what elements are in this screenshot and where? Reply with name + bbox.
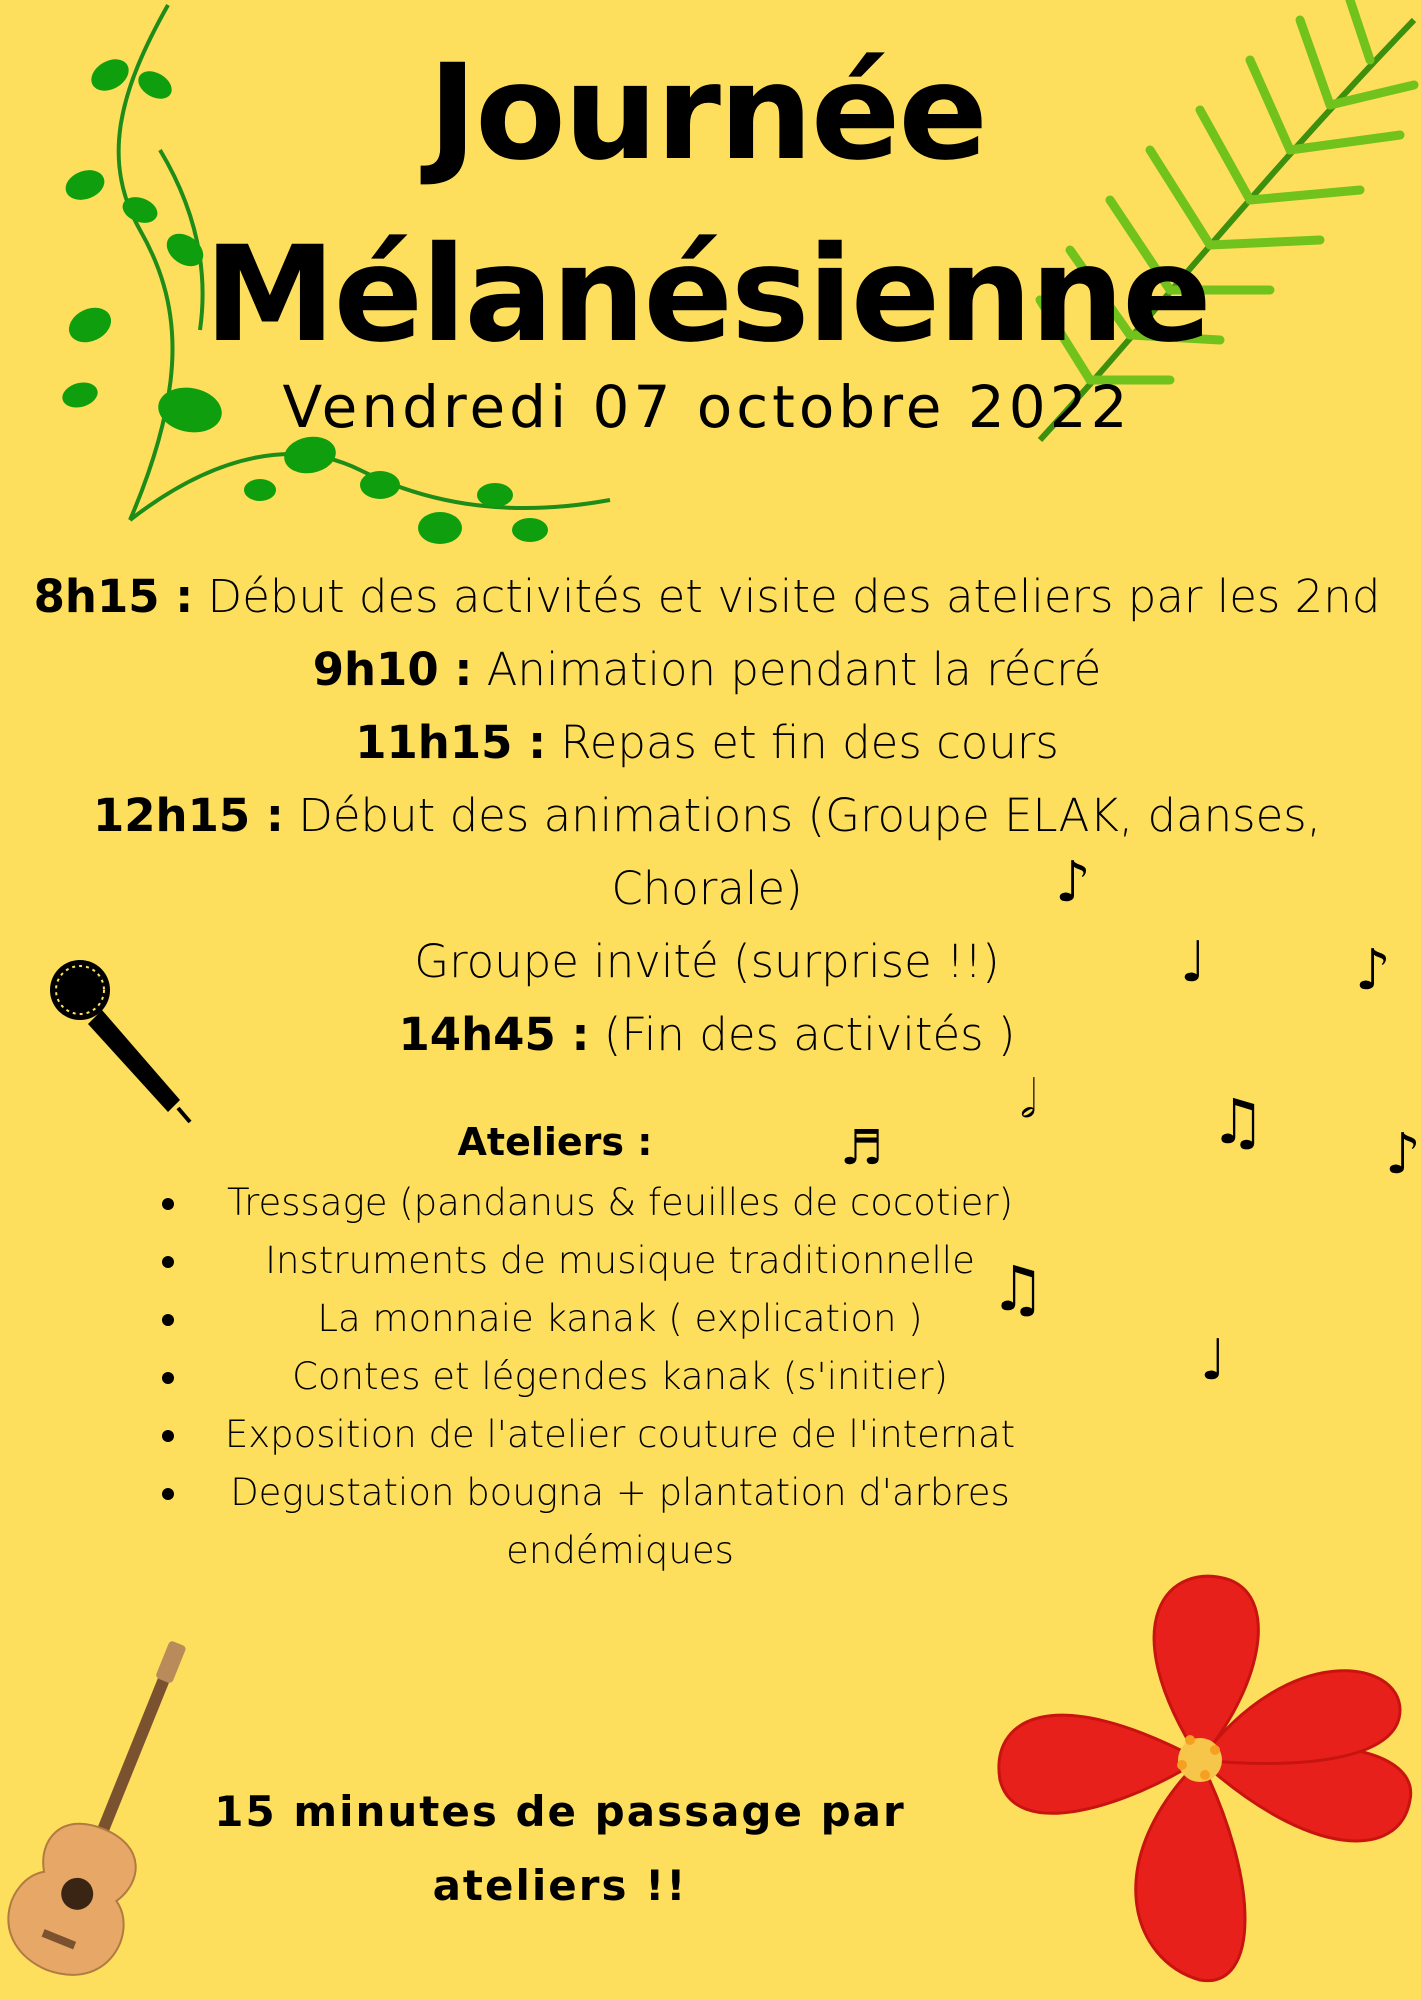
microphone-icon xyxy=(40,950,200,1130)
footer-note: 15 minutes de passage par ateliers !! xyxy=(214,1787,906,1910)
schedule-time: 12h15 : xyxy=(92,789,284,842)
page-title-line1: Journée xyxy=(428,36,986,190)
workshops-list xyxy=(140,1174,1040,1580)
schedule-item xyxy=(0,713,1414,773)
schedule-item xyxy=(0,567,1414,627)
schedule-text: Repas et fin des cours xyxy=(546,716,1059,769)
page-title-line2: Mélanésienne xyxy=(204,218,1210,372)
hibiscus-flower-icon xyxy=(930,1560,1414,2000)
music-notes-icon: ♪ ♩ ♪ 𝅗𝅥 ♫ ♬ ♪ ♫ ♩ xyxy=(840,850,1421,1393)
schedule-time: 8h15 : xyxy=(33,570,194,623)
schedule-text: Groupe invité (surprise !!) xyxy=(414,935,1000,988)
schedule-text: Début des activités et visite des ateliers par les 2nd xyxy=(193,570,1381,623)
list-item: Exposition de l'atelier couture de l'internat xyxy=(140,1406,1040,1464)
workshops-title: Ateliers : xyxy=(457,1120,653,1164)
list-item: La monnaie kanak ( explication ) xyxy=(140,1290,1040,1348)
schedule-time: 11h15 : xyxy=(355,716,547,769)
list-item: Tressage (pandanus & feuilles de cocotier) xyxy=(140,1174,1040,1232)
schedule-text: (Fin des activités ) xyxy=(589,1008,1016,1061)
schedule-time: 14h45 : xyxy=(398,1008,590,1061)
schedule-text: Animation pendant la récré xyxy=(472,643,1102,696)
list-item: Instruments de musique traditionnelle xyxy=(140,1232,1040,1290)
schedule-text: Début des animations (Groupe ELAK, danses, xyxy=(283,789,1322,842)
schedule-item xyxy=(0,640,1414,700)
event-date: Vendredi 07 octobre 2022 xyxy=(282,373,1132,441)
schedule-item xyxy=(0,786,1414,846)
schedule-text: Chorale) xyxy=(611,862,803,915)
list-item: Degustation bougna + plantation d'arbres endémiques xyxy=(140,1464,1040,1580)
schedule-time: 9h10 : xyxy=(312,643,473,696)
list-item: Contes et légendes kanak (s'initier) xyxy=(140,1348,1040,1406)
